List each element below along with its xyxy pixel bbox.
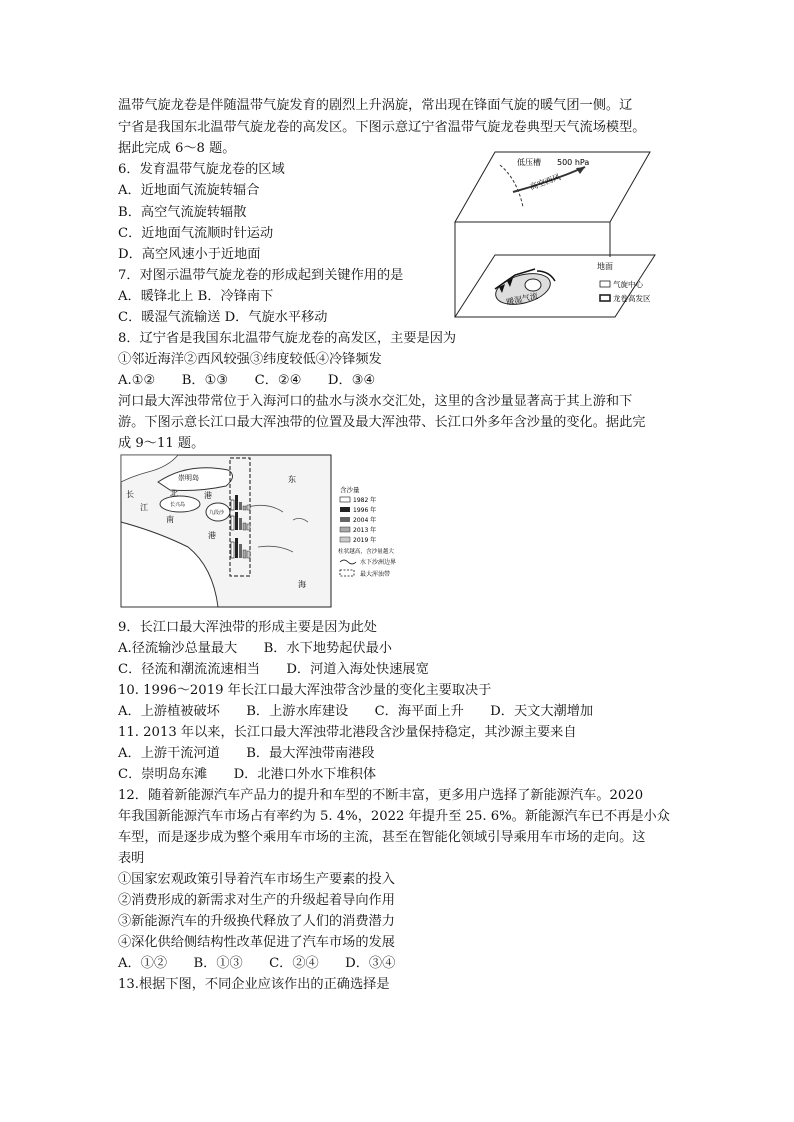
q12-item-2: ②消费形成的新需求对生产的升级起着导向作用 — [118, 893, 395, 908]
yangtze-estuary-figure — [118, 452, 423, 612]
q10-stem: 10. 1996～2019 年长江口最大浑浊带含沙量的变化主要取决于 — [118, 683, 492, 698]
q12-stem-line-3: 车型，而是逐步成为整个乘用车市场的主流，甚至在智能化领域引导乘用车市场的走向。这 — [118, 830, 646, 845]
q12-stem-line-4: 表明 — [118, 851, 145, 866]
q12-options: A．①② B．①③ C．②④ D．③④ — [118, 956, 396, 971]
label-chongming: 崇明岛 — [178, 474, 199, 482]
q12-stem-line-2: 年我国新能源汽车市场占有率约为 5. 4%，2022 年提升至 25. 6%。新能源汽车已不再是小众 — [118, 809, 670, 824]
label-sea: 海 — [298, 580, 306, 589]
legend-title: 含沙量 — [340, 486, 360, 494]
legend-swatch-1982 — [340, 497, 350, 502]
legend-swatch-2013 — [340, 527, 350, 532]
q12-item-3: ③新能源汽车的升级换代释放了人们的消费潜力 — [118, 914, 395, 929]
legend-cyclone-center: 气旋中心 — [613, 280, 643, 289]
label-north: 北 — [170, 489, 178, 498]
cyclone-center — [525, 279, 541, 291]
q11-option-ab: A．上游干流河道 B．最大浑浊带南港段 — [118, 746, 375, 761]
q11-stem: 11. 2013 年以来，长江口最大浑浊带北港段含沙量保持稳定，其沙源主要来自 — [118, 725, 577, 740]
tornado-flow-model-figure — [445, 147, 675, 327]
q6-option-d: D．高空风速小于近地面 — [118, 247, 261, 262]
label-chang: 长 — [126, 490, 134, 499]
ground-label: 地面 — [597, 262, 613, 271]
passage1-line-2: 宁省是我国东北温带气旋龙卷的高发区。下图示意辽宁省温带气旋龙卷典型天气流场模型。 — [118, 120, 646, 135]
q8-items: ①邻近海洋②西风较强③纬度较低④冷锋频发 — [118, 352, 382, 367]
legend-turbidity: 最大浑浊带 — [360, 571, 391, 578]
warm-air-label: 暖湿气流 — [505, 291, 539, 307]
q7-option-ab: A．暖锋北上 B．冷锋南下 — [118, 289, 274, 304]
label-gang-north: 港 — [204, 491, 212, 500]
legend-swatch-cyclone-center — [600, 281, 610, 287]
legend-swatch-sandbar — [340, 560, 356, 564]
q12-item-4: ④深化供给侧结构性改革促进了汽车市场的发展 — [118, 935, 395, 950]
label-gang-south: 港 — [208, 531, 216, 540]
legend-2019: 2019 年 — [353, 537, 377, 544]
jet-label: 高空西风 — [528, 172, 562, 192]
legend-sandbar: 水下沙洲边界 — [360, 559, 397, 566]
legend-swatch-tornado-area — [600, 295, 610, 301]
label-changxing: 长兴岛 — [170, 502, 186, 508]
q12-stem-line-1: 12．随着新能源汽车产品力的提升和车型的不断丰富，更多用户选择了新能源汽车。2020 — [118, 788, 644, 803]
trough-label: 低压槽 — [517, 158, 541, 167]
label-jiuduansha: 九段沙 — [209, 510, 225, 516]
legend-2004: 2004 年 — [353, 517, 377, 524]
legend-swatch-1996 — [340, 507, 350, 512]
q7-stem: 7．对图示温带气旋龙卷的形成起到关键作用的是 — [118, 268, 404, 283]
q6-option-b: B．高空气流旋转辐散 — [118, 205, 247, 220]
q6-stem: 6．发育温带气旋龙卷的区域 — [118, 162, 285, 177]
q8-stem: 8．辽宁省是我国东北温带气旋龙卷的高发区，主要是因为 — [118, 331, 457, 346]
passage1-line-3: 据此完成 6～8 题。 — [118, 141, 236, 156]
passage2-line-3: 成 9～11 题。 — [118, 436, 205, 451]
q13-stem: 13.根据下图，不同企业应该作出的正确选择是 — [118, 977, 390, 992]
q11-option-cd: C．崇明岛东滩 D．北港口外水下堆积体 — [118, 767, 377, 782]
legend-1996: 1996 年 — [353, 507, 377, 514]
label-east: 东 — [288, 475, 296, 484]
legend-2013: 2013 年 — [353, 527, 377, 534]
q9-option-cd: C．径流和潮流流速相当 D．河道入海处快速展宽 — [118, 662, 429, 677]
passage1-line-1: 温带气旋龙卷是伴随温带气旋发育的剧烈上升涡旋，常出现在锋面气旋的暖气团一侧。辽 — [118, 98, 633, 113]
trough-line — [500, 165, 523, 207]
q9-stem: 9．长江口最大浑浊带的形成主要是因为此处 — [118, 620, 377, 635]
q6-option-c: C．近地面气流顺时针运动 — [118, 226, 274, 241]
q6-option-a: A．近地面气流旋转辐合 — [118, 183, 260, 198]
legend-note: 柱状越高，含沙量越大 — [338, 549, 394, 555]
passage2-line-1: 河口最大浑浊带常位于入海河口的盐水与淡水交汇处，这里的含沙量显著高于其上游和下 — [118, 394, 633, 409]
label-south: 南 — [166, 515, 174, 524]
label-jiang: 江 — [140, 503, 148, 512]
q10-options: A．上游植被破坏 B．上游水库建设 C．海平面上升 D．天文大潮增加 — [118, 704, 594, 719]
q12-item-1: ①国家宏观政策引导着汽车市场生产要素的投入 — [118, 872, 395, 887]
legend-swatch-2019 — [340, 537, 350, 542]
q7-option-cd: C．暖湿气流输送 D．气旋水平移动 — [118, 310, 328, 325]
legend-1982: 1982 年 — [353, 497, 377, 504]
legend-swatch-2004 — [340, 517, 350, 522]
passage2-line-2: 游。下图示意长江口最大浑浊带的位置及最大浑浊带、长江口外多年含沙量的变化。据此完 — [118, 415, 646, 430]
legend-swatch-turbidity — [340, 570, 354, 576]
q8-options: A.①② B．①③ C．②④ D．③④ — [118, 373, 376, 388]
upper-plane — [455, 152, 650, 222]
q9-option-ab: A.径流输沙总量最大 B．水下地势起伏最小 — [118, 641, 392, 656]
level-label: 500 hPa — [557, 158, 590, 167]
legend-tornado-area: 龙卷高发区 — [613, 294, 651, 303]
